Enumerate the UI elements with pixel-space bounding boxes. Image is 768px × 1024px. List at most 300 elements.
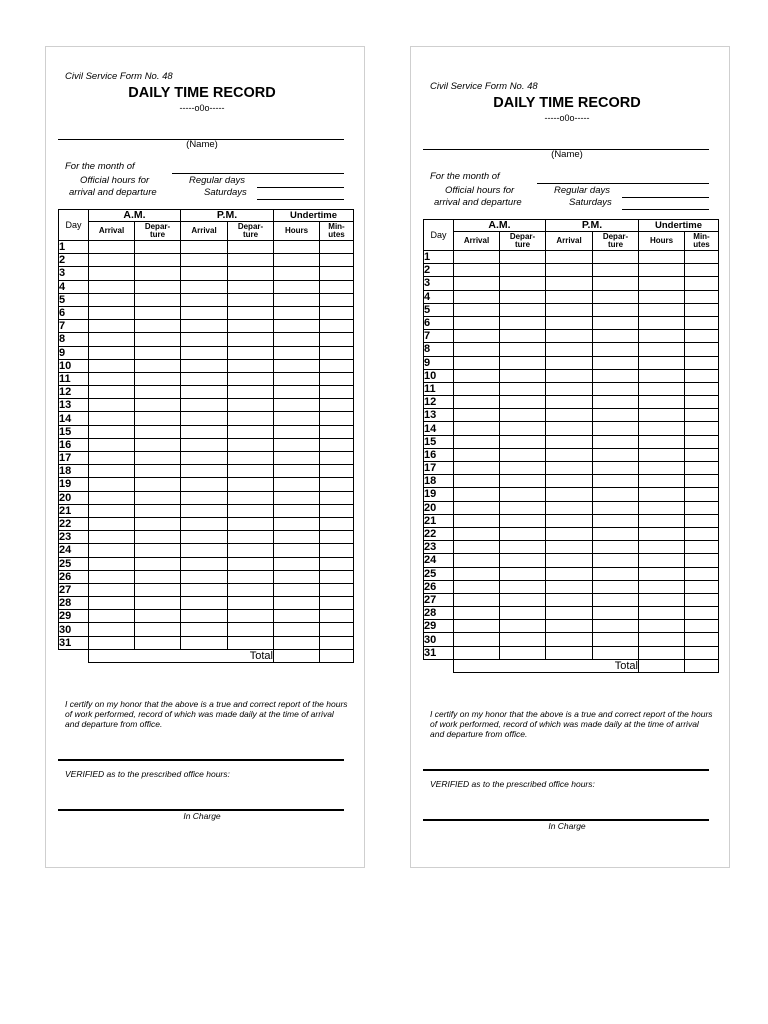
pm-arrival-cell[interactable]: [181, 241, 228, 254]
pm-departure-cell[interactable]: [228, 570, 274, 583]
pm-departure-cell[interactable]: [593, 396, 639, 409]
total-hours-cell[interactable]: [639, 659, 685, 672]
pm-departure-cell[interactable]: [593, 303, 639, 316]
pm-arrival-cell[interactable]: [546, 448, 593, 461]
pm-departure-cell[interactable]: [228, 293, 274, 306]
pm-departure-cell[interactable]: [228, 557, 274, 570]
am-departure-cell[interactable]: [500, 435, 546, 448]
pm-departure-cell[interactable]: [593, 422, 639, 435]
pm-departure-cell[interactable]: [593, 264, 639, 277]
undertime-hours-cell[interactable]: [274, 438, 320, 451]
am-arrival-cell[interactable]: [89, 372, 135, 385]
undertime-minutes-cell[interactable]: [320, 597, 354, 610]
pm-departure-cell[interactable]: [593, 541, 639, 554]
undertime-minutes-cell[interactable]: [685, 369, 719, 382]
pm-departure-cell[interactable]: [593, 290, 639, 303]
pm-arrival-cell[interactable]: [181, 544, 228, 557]
pm-departure-cell[interactable]: [228, 531, 274, 544]
am-arrival-cell[interactable]: [454, 343, 500, 356]
pm-departure-cell[interactable]: [228, 359, 274, 372]
am-arrival-cell[interactable]: [454, 277, 500, 290]
undertime-hours-cell[interactable]: [274, 623, 320, 636]
pm-arrival-cell[interactable]: [546, 330, 593, 343]
undertime-hours-cell[interactable]: [639, 251, 685, 264]
am-departure-cell[interactable]: [135, 491, 181, 504]
undertime-minutes-cell[interactable]: [320, 438, 354, 451]
pm-arrival-cell[interactable]: [546, 409, 593, 422]
undertime-minutes-cell[interactable]: [685, 264, 719, 277]
pm-arrival-cell[interactable]: [181, 636, 228, 649]
am-arrival-cell[interactable]: [89, 623, 135, 636]
am-arrival-cell[interactable]: [89, 320, 135, 333]
undertime-hours-cell[interactable]: [639, 356, 685, 369]
pm-departure-cell[interactable]: [228, 372, 274, 385]
undertime-hours-cell[interactable]: [639, 264, 685, 277]
am-arrival-cell[interactable]: [89, 386, 135, 399]
saturdays-line[interactable]: [257, 199, 344, 200]
am-departure-cell[interactable]: [500, 633, 546, 646]
undertime-hours-cell[interactable]: [639, 303, 685, 316]
undertime-minutes-cell[interactable]: [685, 330, 719, 343]
pm-departure-cell[interactable]: [228, 636, 274, 649]
am-departure-cell[interactable]: [135, 320, 181, 333]
am-departure-cell[interactable]: [500, 303, 546, 316]
undertime-minutes-cell[interactable]: [320, 570, 354, 583]
month-line[interactable]: [537, 183, 709, 184]
pm-departure-cell[interactable]: [228, 544, 274, 557]
undertime-minutes-cell[interactable]: [685, 422, 719, 435]
am-departure-cell[interactable]: [500, 264, 546, 277]
am-arrival-cell[interactable]: [89, 280, 135, 293]
am-departure-cell[interactable]: [135, 623, 181, 636]
am-departure-cell[interactable]: [500, 593, 546, 606]
undertime-hours-cell[interactable]: [639, 316, 685, 329]
am-departure-cell[interactable]: [135, 412, 181, 425]
pm-arrival-cell[interactable]: [181, 412, 228, 425]
pm-arrival-cell[interactable]: [546, 541, 593, 554]
undertime-minutes-cell[interactable]: [685, 620, 719, 633]
undertime-minutes-cell[interactable]: [320, 333, 354, 346]
undertime-minutes-cell[interactable]: [685, 251, 719, 264]
undertime-minutes-cell[interactable]: [685, 277, 719, 290]
undertime-hours-cell[interactable]: [639, 554, 685, 567]
undertime-minutes-cell[interactable]: [685, 646, 719, 659]
pm-arrival-cell[interactable]: [546, 369, 593, 382]
am-departure-cell[interactable]: [500, 330, 546, 343]
pm-departure-cell[interactable]: [593, 382, 639, 395]
pm-departure-cell[interactable]: [228, 597, 274, 610]
pm-arrival-cell[interactable]: [181, 372, 228, 385]
am-departure-cell[interactable]: [500, 382, 546, 395]
undertime-minutes-cell[interactable]: [320, 254, 354, 267]
undertime-hours-cell[interactable]: [274, 293, 320, 306]
pm-arrival-cell[interactable]: [546, 593, 593, 606]
undertime-hours-cell[interactable]: [639, 501, 685, 514]
pm-arrival-cell[interactable]: [546, 488, 593, 501]
am-arrival-cell[interactable]: [89, 610, 135, 623]
pm-departure-cell[interactable]: [228, 412, 274, 425]
pm-arrival-cell[interactable]: [546, 580, 593, 593]
pm-departure-cell[interactable]: [593, 343, 639, 356]
am-arrival-cell[interactable]: [89, 267, 135, 280]
pm-departure-cell[interactable]: [228, 623, 274, 636]
undertime-minutes-cell[interactable]: [685, 356, 719, 369]
undertime-minutes-cell[interactable]: [320, 280, 354, 293]
undertime-minutes-cell[interactable]: [685, 541, 719, 554]
am-arrival-cell[interactable]: [89, 636, 135, 649]
am-departure-cell[interactable]: [500, 501, 546, 514]
am-departure-cell[interactable]: [500, 514, 546, 527]
undertime-hours-cell[interactable]: [274, 597, 320, 610]
am-departure-cell[interactable]: [500, 251, 546, 264]
undertime-minutes-cell[interactable]: [320, 544, 354, 557]
am-departure-cell[interactable]: [135, 544, 181, 557]
am-arrival-cell[interactable]: [89, 438, 135, 451]
undertime-minutes-cell[interactable]: [320, 452, 354, 465]
am-departure-cell[interactable]: [500, 316, 546, 329]
undertime-hours-cell[interactable]: [639, 607, 685, 620]
am-arrival-cell[interactable]: [454, 475, 500, 488]
undertime-hours-cell[interactable]: [639, 567, 685, 580]
pm-departure-cell[interactable]: [593, 501, 639, 514]
am-arrival-cell[interactable]: [89, 241, 135, 254]
undertime-hours-cell[interactable]: [274, 412, 320, 425]
am-arrival-cell[interactable]: [454, 580, 500, 593]
pm-departure-cell[interactable]: [593, 567, 639, 580]
pm-departure-cell[interactable]: [593, 527, 639, 540]
undertime-minutes-cell[interactable]: [320, 399, 354, 412]
undertime-hours-cell[interactable]: [639, 514, 685, 527]
undertime-hours-cell[interactable]: [639, 620, 685, 633]
am-arrival-cell[interactable]: [454, 633, 500, 646]
pm-departure-cell[interactable]: [228, 386, 274, 399]
pm-arrival-cell[interactable]: [181, 623, 228, 636]
undertime-minutes-cell[interactable]: [320, 491, 354, 504]
am-arrival-cell[interactable]: [89, 452, 135, 465]
undertime-hours-cell[interactable]: [274, 346, 320, 359]
pm-arrival-cell[interactable]: [181, 293, 228, 306]
pm-arrival-cell[interactable]: [546, 475, 593, 488]
undertime-hours-cell[interactable]: [639, 488, 685, 501]
am-arrival-cell[interactable]: [454, 488, 500, 501]
am-departure-cell[interactable]: [135, 346, 181, 359]
pm-arrival-cell[interactable]: [181, 465, 228, 478]
pm-departure-cell[interactable]: [593, 475, 639, 488]
pm-arrival-cell[interactable]: [546, 343, 593, 356]
am-arrival-cell[interactable]: [454, 593, 500, 606]
pm-arrival-cell[interactable]: [181, 399, 228, 412]
undertime-hours-cell[interactable]: [274, 386, 320, 399]
am-departure-cell[interactable]: [135, 306, 181, 319]
pm-departure-cell[interactable]: [228, 438, 274, 451]
pm-arrival-cell[interactable]: [546, 264, 593, 277]
am-arrival-cell[interactable]: [89, 583, 135, 596]
undertime-hours-cell[interactable]: [274, 241, 320, 254]
am-departure-cell[interactable]: [135, 465, 181, 478]
undertime-minutes-cell[interactable]: [320, 425, 354, 438]
am-departure-cell[interactable]: [135, 517, 181, 530]
undertime-hours-cell[interactable]: [274, 570, 320, 583]
undertime-hours-cell[interactable]: [274, 372, 320, 385]
pm-departure-cell[interactable]: [593, 277, 639, 290]
undertime-hours-cell[interactable]: [274, 583, 320, 596]
pm-arrival-cell[interactable]: [546, 620, 593, 633]
undertime-hours-cell[interactable]: [639, 541, 685, 554]
pm-arrival-cell[interactable]: [546, 382, 593, 395]
pm-departure-cell[interactable]: [593, 448, 639, 461]
undertime-minutes-cell[interactable]: [320, 465, 354, 478]
undertime-hours-cell[interactable]: [274, 452, 320, 465]
am-departure-cell[interactable]: [500, 422, 546, 435]
regular-days-line[interactable]: [257, 187, 344, 188]
undertime-minutes-cell[interactable]: [320, 412, 354, 425]
pm-departure-cell[interactable]: [593, 409, 639, 422]
am-departure-cell[interactable]: [135, 452, 181, 465]
pm-departure-cell[interactable]: [593, 620, 639, 633]
pm-arrival-cell[interactable]: [181, 583, 228, 596]
undertime-hours-cell[interactable]: [274, 531, 320, 544]
pm-departure-cell[interactable]: [228, 425, 274, 438]
pm-departure-cell[interactable]: [593, 356, 639, 369]
am-departure-cell[interactable]: [500, 541, 546, 554]
saturdays-line[interactable]: [622, 209, 709, 210]
am-departure-cell[interactable]: [500, 580, 546, 593]
pm-departure-cell[interactable]: [228, 320, 274, 333]
pm-arrival-cell[interactable]: [546, 251, 593, 264]
pm-arrival-cell[interactable]: [181, 280, 228, 293]
undertime-minutes-cell[interactable]: [685, 303, 719, 316]
pm-arrival-cell[interactable]: [546, 607, 593, 620]
undertime-minutes-cell[interactable]: [685, 343, 719, 356]
undertime-hours-cell[interactable]: [639, 580, 685, 593]
pm-arrival-cell[interactable]: [546, 501, 593, 514]
pm-departure-cell[interactable]: [593, 580, 639, 593]
pm-arrival-cell[interactable]: [546, 554, 593, 567]
am-arrival-cell[interactable]: [454, 356, 500, 369]
undertime-minutes-cell[interactable]: [320, 557, 354, 570]
total-hours-cell[interactable]: [274, 649, 320, 662]
pm-arrival-cell[interactable]: [181, 386, 228, 399]
am-departure-cell[interactable]: [135, 478, 181, 491]
pm-arrival-cell[interactable]: [546, 514, 593, 527]
pm-departure-cell[interactable]: [228, 267, 274, 280]
am-departure-cell[interactable]: [135, 399, 181, 412]
pm-arrival-cell[interactable]: [181, 491, 228, 504]
pm-arrival-cell[interactable]: [546, 290, 593, 303]
am-arrival-cell[interactable]: [454, 382, 500, 395]
pm-departure-cell[interactable]: [228, 491, 274, 504]
pm-departure-cell[interactable]: [228, 254, 274, 267]
undertime-hours-cell[interactable]: [274, 399, 320, 412]
undertime-hours-cell[interactable]: [274, 491, 320, 504]
am-departure-cell[interactable]: [135, 438, 181, 451]
undertime-minutes-cell[interactable]: [685, 633, 719, 646]
am-arrival-cell[interactable]: [454, 369, 500, 382]
am-departure-cell[interactable]: [500, 277, 546, 290]
undertime-minutes-cell[interactable]: [320, 504, 354, 517]
regular-days-line[interactable]: [622, 197, 709, 198]
am-departure-cell[interactable]: [500, 567, 546, 580]
pm-arrival-cell[interactable]: [181, 557, 228, 570]
pm-arrival-cell[interactable]: [546, 462, 593, 475]
pm-departure-cell[interactable]: [593, 633, 639, 646]
undertime-minutes-cell[interactable]: [320, 478, 354, 491]
undertime-minutes-cell[interactable]: [685, 435, 719, 448]
pm-departure-cell[interactable]: [228, 241, 274, 254]
pm-arrival-cell[interactable]: [181, 425, 228, 438]
undertime-hours-cell[interactable]: [639, 475, 685, 488]
am-arrival-cell[interactable]: [454, 501, 500, 514]
undertime-hours-cell[interactable]: [639, 396, 685, 409]
pm-arrival-cell[interactable]: [546, 435, 593, 448]
undertime-minutes-cell[interactable]: [320, 320, 354, 333]
undertime-minutes-cell[interactable]: [685, 409, 719, 422]
undertime-hours-cell[interactable]: [274, 425, 320, 438]
pm-departure-cell[interactable]: [593, 369, 639, 382]
am-departure-cell[interactable]: [135, 372, 181, 385]
am-departure-cell[interactable]: [500, 554, 546, 567]
am-arrival-cell[interactable]: [89, 412, 135, 425]
undertime-minutes-cell[interactable]: [320, 346, 354, 359]
am-arrival-cell[interactable]: [89, 544, 135, 557]
undertime-minutes-cell[interactable]: [685, 448, 719, 461]
undertime-minutes-cell[interactable]: [685, 290, 719, 303]
employee-signature-line[interactable]: [423, 769, 709, 771]
undertime-minutes-cell[interactable]: [685, 554, 719, 567]
am-departure-cell[interactable]: [500, 488, 546, 501]
undertime-minutes-cell[interactable]: [320, 623, 354, 636]
undertime-hours-cell[interactable]: [274, 504, 320, 517]
undertime-hours-cell[interactable]: [274, 333, 320, 346]
undertime-minutes-cell[interactable]: [685, 501, 719, 514]
pm-arrival-cell[interactable]: [181, 452, 228, 465]
month-line[interactable]: [172, 173, 344, 174]
pm-departure-cell[interactable]: [228, 465, 274, 478]
am-departure-cell[interactable]: [500, 620, 546, 633]
am-departure-cell[interactable]: [135, 359, 181, 372]
undertime-minutes-cell[interactable]: [320, 359, 354, 372]
undertime-hours-cell[interactable]: [274, 267, 320, 280]
undertime-hours-cell[interactable]: [639, 646, 685, 659]
am-arrival-cell[interactable]: [454, 620, 500, 633]
pm-arrival-cell[interactable]: [181, 306, 228, 319]
am-arrival-cell[interactable]: [454, 422, 500, 435]
pm-arrival-cell[interactable]: [181, 359, 228, 372]
am-arrival-cell[interactable]: [454, 435, 500, 448]
am-arrival-cell[interactable]: [454, 462, 500, 475]
undertime-hours-cell[interactable]: [274, 465, 320, 478]
am-arrival-cell[interactable]: [454, 607, 500, 620]
undertime-minutes-cell[interactable]: [320, 293, 354, 306]
am-departure-cell[interactable]: [500, 527, 546, 540]
undertime-hours-cell[interactable]: [274, 306, 320, 319]
pm-arrival-cell[interactable]: [181, 254, 228, 267]
undertime-hours-cell[interactable]: [274, 517, 320, 530]
pm-arrival-cell[interactable]: [181, 570, 228, 583]
am-arrival-cell[interactable]: [89, 491, 135, 504]
am-arrival-cell[interactable]: [454, 409, 500, 422]
undertime-hours-cell[interactable]: [639, 369, 685, 382]
am-arrival-cell[interactable]: [454, 646, 500, 659]
am-arrival-cell[interactable]: [454, 448, 500, 461]
am-departure-cell[interactable]: [135, 504, 181, 517]
am-departure-cell[interactable]: [135, 531, 181, 544]
undertime-hours-cell[interactable]: [639, 527, 685, 540]
am-arrival-cell[interactable]: [89, 504, 135, 517]
pm-departure-cell[interactable]: [593, 607, 639, 620]
am-departure-cell[interactable]: [500, 607, 546, 620]
pm-arrival-cell[interactable]: [546, 396, 593, 409]
am-departure-cell[interactable]: [135, 597, 181, 610]
undertime-minutes-cell[interactable]: [685, 316, 719, 329]
undertime-minutes-cell[interactable]: [685, 382, 719, 395]
am-departure-cell[interactable]: [500, 475, 546, 488]
pm-arrival-cell[interactable]: [546, 567, 593, 580]
am-arrival-cell[interactable]: [89, 478, 135, 491]
pm-arrival-cell[interactable]: [181, 320, 228, 333]
undertime-minutes-cell[interactable]: [685, 567, 719, 580]
pm-departure-cell[interactable]: [593, 251, 639, 264]
am-departure-cell[interactable]: [500, 356, 546, 369]
undertime-hours-cell[interactable]: [274, 359, 320, 372]
pm-departure-cell[interactable]: [228, 517, 274, 530]
total-minutes-cell[interactable]: [320, 649, 354, 662]
am-arrival-cell[interactable]: [454, 264, 500, 277]
total-minutes-cell[interactable]: [685, 659, 719, 672]
undertime-minutes-cell[interactable]: [320, 267, 354, 280]
pm-arrival-cell[interactable]: [546, 527, 593, 540]
undertime-hours-cell[interactable]: [274, 320, 320, 333]
am-departure-cell[interactable]: [500, 396, 546, 409]
undertime-hours-cell[interactable]: [639, 343, 685, 356]
undertime-minutes-cell[interactable]: [685, 514, 719, 527]
undertime-minutes-cell[interactable]: [320, 636, 354, 649]
undertime-minutes-cell[interactable]: [685, 527, 719, 540]
undertime-minutes-cell[interactable]: [685, 475, 719, 488]
pm-arrival-cell[interactable]: [546, 316, 593, 329]
am-arrival-cell[interactable]: [89, 531, 135, 544]
undertime-minutes-cell[interactable]: [320, 583, 354, 596]
pm-departure-cell[interactable]: [228, 583, 274, 596]
pm-arrival-cell[interactable]: [546, 633, 593, 646]
am-departure-cell[interactable]: [135, 386, 181, 399]
am-arrival-cell[interactable]: [454, 541, 500, 554]
pm-arrival-cell[interactable]: [181, 438, 228, 451]
undertime-minutes-cell[interactable]: [320, 531, 354, 544]
undertime-hours-cell[interactable]: [639, 633, 685, 646]
pm-arrival-cell[interactable]: [181, 517, 228, 530]
pm-arrival-cell[interactable]: [181, 346, 228, 359]
am-departure-cell[interactable]: [135, 293, 181, 306]
pm-departure-cell[interactable]: [593, 554, 639, 567]
undertime-minutes-cell[interactable]: [685, 462, 719, 475]
am-departure-cell[interactable]: [500, 343, 546, 356]
pm-departure-cell[interactable]: [593, 435, 639, 448]
am-departure-cell[interactable]: [135, 333, 181, 346]
am-departure-cell[interactable]: [135, 583, 181, 596]
pm-departure-cell[interactable]: [593, 488, 639, 501]
am-arrival-cell[interactable]: [454, 251, 500, 264]
am-arrival-cell[interactable]: [89, 557, 135, 570]
undertime-hours-cell[interactable]: [274, 636, 320, 649]
pm-arrival-cell[interactable]: [546, 646, 593, 659]
am-arrival-cell[interactable]: [454, 514, 500, 527]
am-arrival-cell[interactable]: [454, 396, 500, 409]
am-departure-cell[interactable]: [135, 267, 181, 280]
pm-departure-cell[interactable]: [593, 330, 639, 343]
pm-departure-cell[interactable]: [593, 462, 639, 475]
undertime-hours-cell[interactable]: [639, 462, 685, 475]
